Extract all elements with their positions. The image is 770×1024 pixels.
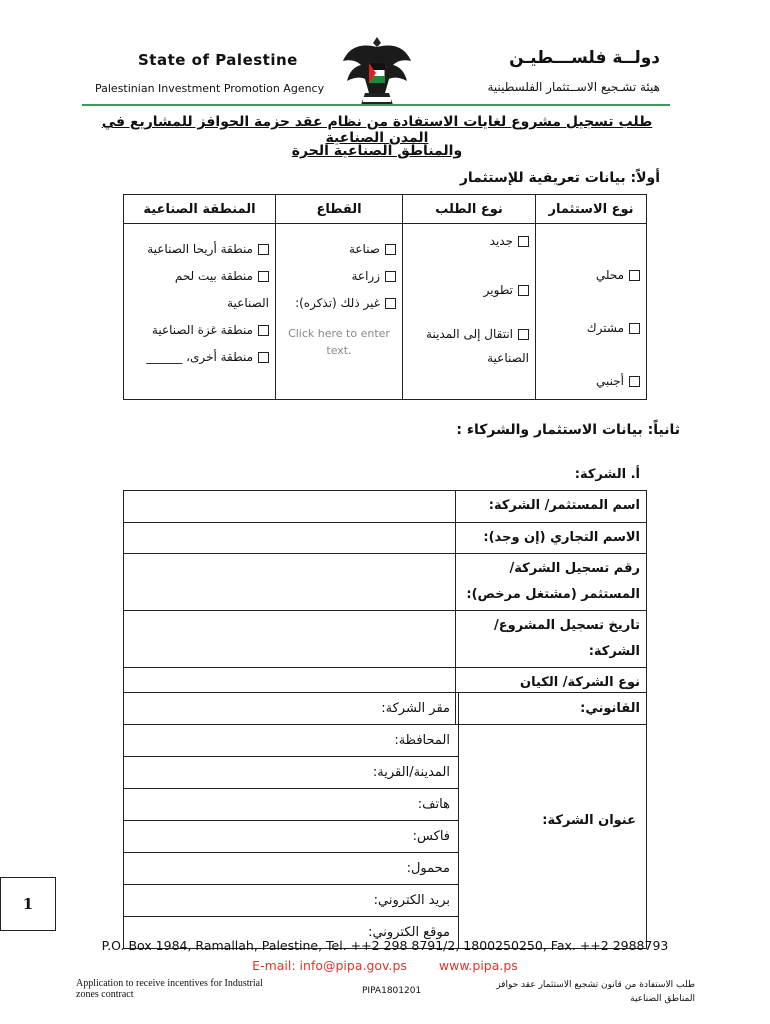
email-input[interactable] — [124, 885, 355, 917]
investment-info-table — [123, 194, 647, 400]
mobile-input[interactable] — [124, 853, 355, 885]
checkbox-icon[interactable] — [385, 271, 396, 282]
phone-input[interactable] — [124, 789, 355, 821]
option-local[interactable]: محلي — [542, 262, 640, 289]
col-industrial-zone: المنطقة الصناعية — [124, 195, 276, 224]
agency-name-ar: هيئة تشـجيع الاســتثمار الفلسطينية — [487, 80, 660, 94]
option-industry[interactable]: صناعة — [282, 236, 396, 263]
form-title-line2: والمناطق الصناعية الحرة — [291, 143, 463, 159]
checkbox-icon[interactable] — [518, 329, 529, 340]
trade-name-input[interactable] — [124, 523, 456, 554]
checkbox-icon[interactable] — [385, 298, 396, 309]
col-request-type: نوع الطلب — [403, 195, 536, 224]
checkbox-icon[interactable] — [385, 244, 396, 255]
checkbox-icon[interactable] — [258, 244, 269, 255]
headquarters-input[interactable] — [124, 693, 355, 725]
field-label: المحافظة: — [354, 725, 459, 757]
request-type-cell — [403, 224, 536, 400]
fax-input[interactable] — [124, 821, 355, 853]
col-sector: القطاع — [276, 195, 403, 224]
sector-cell — [276, 224, 403, 400]
option-new[interactable]: جديد — [409, 228, 529, 255]
option-bethlehem-zone[interactable]: منطقة بيت لحم الصناعية — [174, 269, 269, 310]
company-address-table — [123, 692, 647, 949]
page-number: 1 — [0, 877, 56, 931]
option-relocation[interactable]: انتقال إلى المدينة الصناعية — [426, 327, 529, 365]
state-name-ar: دولــة فلســـطيـن — [509, 48, 660, 68]
col-investment-type: نوع الاستثمار — [536, 195, 647, 224]
address-label: عنوان الشركة: — [459, 693, 647, 949]
option-joint[interactable]: مشترك — [542, 315, 640, 342]
option-gaza-zone[interactable]: منطقة غزة الصناعية — [130, 317, 269, 344]
field-label: رقم تسجيل الشركة/ المستثمر (مشتغل مرخص): — [456, 554, 647, 611]
field-label: بريد الكتروني: — [354, 885, 459, 917]
footer-doc-code: PIPA1801201 — [362, 986, 422, 996]
subsection-company: أ. الشركة: — [574, 467, 640, 482]
investor-name-input[interactable] — [124, 491, 456, 523]
footer-contact: P.O. Box 1984, Ramallah, Palestine, Tel. ++2 298 8791/2, 1800250250, Fax. ++2 2988793 — [101, 938, 669, 953]
registration-date-input[interactable] — [124, 611, 456, 668]
option-other-sector[interactable]: غير ذلك (تذكره): — [282, 290, 396, 317]
governorate-input[interactable] — [124, 725, 355, 757]
field-label: موقع الكتروني: — [354, 917, 459, 949]
footer-links — [60, 958, 710, 973]
checkbox-icon[interactable] — [629, 270, 640, 281]
state-name-en: State of Palestine — [138, 51, 298, 69]
industrial-zone-cell — [124, 224, 276, 400]
palestine-eagle-emblem-icon — [341, 33, 413, 108]
company-info-table — [123, 490, 647, 725]
website-link[interactable]: www.pipa.ps — [438, 958, 518, 973]
footer-doc-title-ar: طلب الاستفادة من قانون تشجيع الاستثمار عقد حوافز المناطق الصناعية — [496, 980, 695, 1004]
checkbox-icon[interactable] — [258, 352, 269, 363]
checkbox-icon[interactable] — [258, 271, 269, 282]
other-sector-input[interactable]: Click here to enter text. — [288, 327, 390, 357]
checkbox-icon[interactable] — [629, 376, 640, 387]
header-divider — [82, 104, 670, 106]
field-label: الاسم التجاري (إن وجد): — [456, 523, 647, 554]
footer-doc-title-en: Application to receive incentives for Industrial zones contract — [76, 978, 263, 1000]
investment-type-cell — [536, 224, 647, 400]
city-input[interactable] — [124, 757, 355, 789]
option-other-zone[interactable]: منطقة أخرى، ______ — [130, 344, 269, 371]
agency-name-en: Palestinian Investment Promotion Agency — [95, 82, 325, 95]
field-label: هاتف: — [354, 789, 459, 821]
field-label: نوع الشركة/ الكيان القانوني: — [456, 668, 647, 725]
field-label: مقر الشركة: — [354, 693, 459, 725]
form-title-line1: طلب تسجيل مشروع لغايات الاستفادة من نظام عقد حزمة الحوافز للمشاريع في المدن الصناعية — [101, 114, 653, 146]
registration-number-input[interactable] — [124, 554, 456, 611]
checkbox-icon[interactable] — [518, 285, 529, 296]
field-label: اسم المستثمر/ الشركة: — [456, 491, 647, 523]
field-label: محمول: — [354, 853, 459, 885]
field-label: المدينة/القرية: — [354, 757, 459, 789]
option-jericho-zone[interactable]: منطقة أريحا الصناعية — [130, 236, 269, 263]
option-foreign[interactable]: أجنبي — [542, 368, 640, 395]
section2-heading: ثانياً: بيانات الاستثمار والشركاء : — [456, 422, 680, 438]
field-label: فاكس: — [354, 821, 459, 853]
checkbox-icon[interactable] — [629, 323, 640, 334]
option-development[interactable]: تطوير — [409, 277, 529, 304]
section1-heading: أولاً: بيانات تعريفية للإستثمار — [459, 170, 660, 186]
email-link[interactable]: E-mail: info@pipa.gov.ps — [252, 958, 407, 973]
checkbox-icon[interactable] — [258, 325, 269, 336]
field-label: تاريخ تسجيل المشروع/ الشركة: — [456, 611, 647, 668]
option-agriculture[interactable]: زراعة — [282, 263, 396, 290]
checkbox-icon[interactable] — [518, 236, 529, 247]
